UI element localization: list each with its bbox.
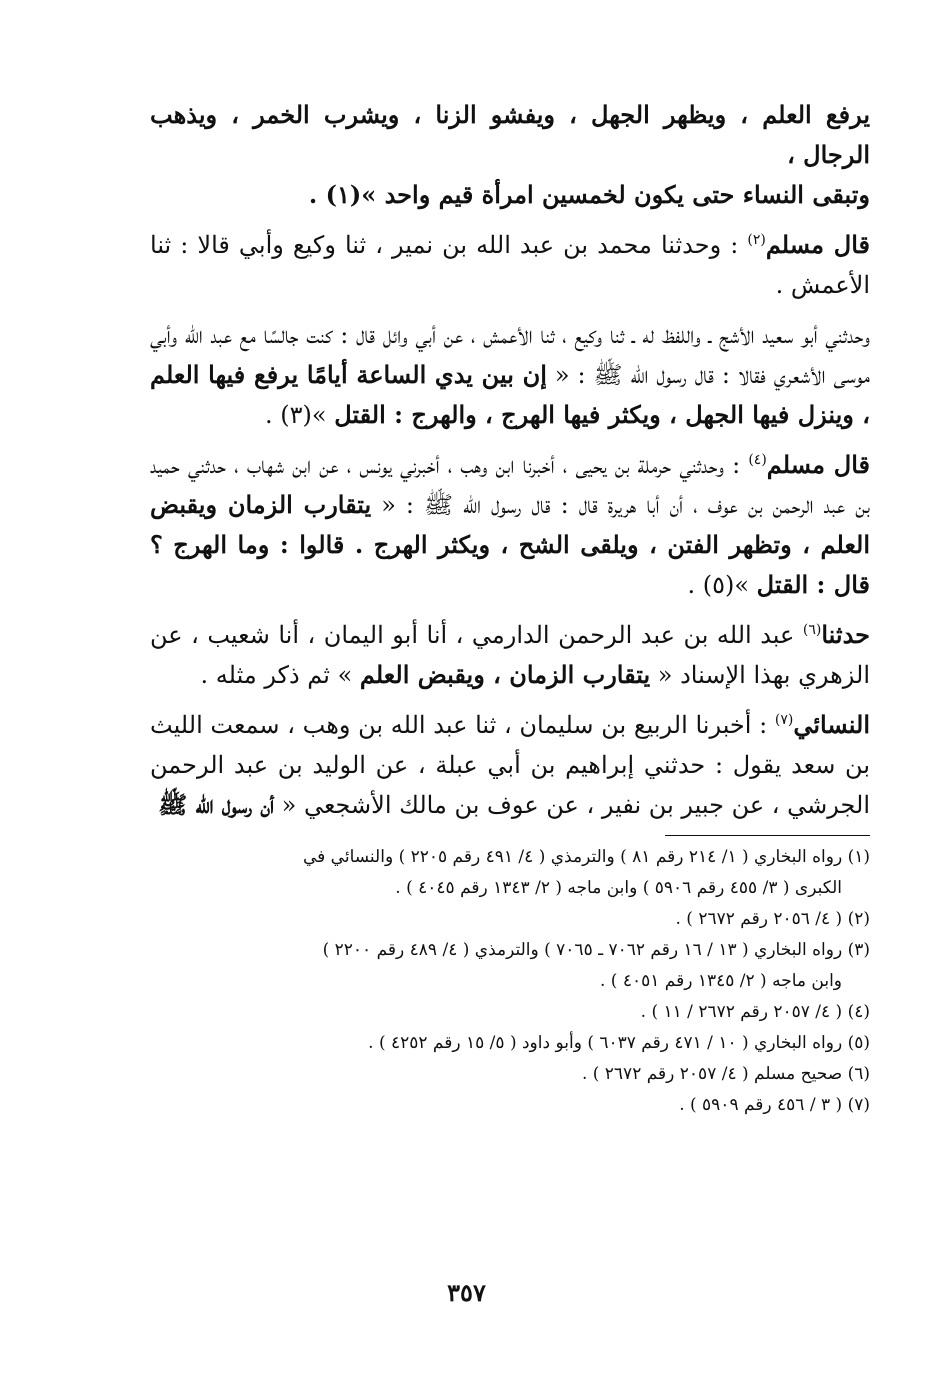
footnote-7: (٧) ( ٣ / ٤٥٦ رقم ٥٩٠٩ ) .	[679, 1095, 870, 1115]
footnote-4: (٤) ( ٤/ ٢٠٥٧ رقم ٢٦٧٢ / ١١ ) .	[640, 1002, 870, 1022]
isnad-text: : وحدثنا محمد بن عبد الله بن نمير ، ثنا وكيع وأبي قالا : ثنا الأعمش .	[150, 231, 870, 299]
isnad-text: : وحدثني حرملة بن يحيى ، أخبرنا ابن وهب ، أخبرني يونس ، عن ابن شهاب ، حدثني حميد بن عبد الرحمن بن عوف ، أن أبا هريرة قال : قال رسول الله ﷺ : «	[150, 451, 870, 519]
paragraph-3	[150, 315, 870, 435]
isnad-text: وحدثني أبو سعيد الأشج ـ واللفظ له ـ ثنا وكيع ، ثنا الأعمش ، عن أبي وائل قال : كنت جالسًا مع عبد الله وأبي موسى الأشعري فقالا : قال رسول الله ﷺ : «	[150, 321, 871, 389]
hadith-text-line-1: يرفع العلم ، ويظهر الجهل ، ويفشو الزنا ، ويشرب الخمر ، ويذهب الرجال ،	[150, 100, 870, 169]
isnad-text: : أخبرنا الربيع بن سليمان ، ثنا عبد الله بن وهب ، سمعت الليث بن سعد يقول : حدثني إبراهيم بن أبي عبلة ، عن الوليد بن عبد الرحمن الجرشي ، عن جبير بن نفير ، عن عوف بن مالك الأشجعي «	[150, 711, 870, 819]
paragraph-6	[150, 705, 870, 825]
footnote-divider	[665, 835, 870, 836]
page-body	[150, 95, 870, 1121]
isnad-text: عبد الله بن عبد الرحمن الدارمي ، أنا أبو اليمان ، أنا شعيب ، عن الزهري بهذا الإسناد «	[150, 621, 870, 689]
hadith-quote: أن رسول الله ﷺ	[158, 790, 275, 819]
footnotes	[150, 842, 870, 1121]
footnote-5: (٥) رواه البخاري ( ١٠ / ٤٧١ رقم ٦٠٣٧ ) وأبو داود ( ٥/ ١٥ رقم ٤٢٥٢ ) .	[368, 1033, 870, 1053]
hadith-quote: إن بين يدي الساعة أيامًا يرفع فيها العلم ، وينزل فيها الجهل ، ويكثر فيها الهرج ، والهرج : القتل	[150, 360, 870, 429]
quote-end: »(٥) .	[687, 571, 757, 599]
paragraph-2	[150, 225, 870, 305]
narrator-lead: النسائي	[793, 710, 870, 739]
footnote-6: (٦) صحيح مسلم ( ٤/ ٢٠٥٧ رقم ٢٦٧٢ ) .	[581, 1064, 870, 1084]
paragraph-4	[150, 445, 870, 605]
footnote-ref: (٦)	[802, 622, 822, 638]
quote-end: » ثم ذكر مثله .	[200, 661, 360, 689]
footnote-ref: (٧)	[774, 712, 794, 728]
footnote-ref: (٢)	[747, 232, 766, 248]
narrator-lead: قال مسلم	[766, 450, 870, 479]
hadith-quote: يتقارب الزمان ويقبض العلم ، وتظهر الفتن ، ويلقى الشح ، ويكثر الهرج . قالوا : وما الهرج ؟ قال : القتل	[150, 490, 870, 599]
footnote-3-continued: وابن ماجه ( ٢/ ١٣٤٥ رقم ٤٠٥١ ) .	[599, 971, 842, 991]
footnote-ref: (٤)	[748, 452, 767, 468]
quote-end: »(٣) .	[265, 401, 335, 429]
paragraph-1	[150, 95, 870, 215]
footnote-1: (١) رواه البخاري ( ١/ ٢١٤ رقم ٨١ ) والترمذي ( ٤/ ٤٩١ رقم ٢٢٠٥ ) والنسائي في	[302, 847, 870, 867]
hadith-text-line-2: وتبقى النساء حتى يكون لخمسين امرأة قيم واحد »(١) .	[308, 180, 870, 209]
paragraph-5	[150, 615, 870, 695]
page-number: ٣٥٧	[447, 1278, 486, 1307]
hadith-quote: يتقارب الزمان ، ويقبض العلم	[359, 660, 651, 689]
narrator-lead: حدثنا	[821, 620, 870, 649]
narrator-lead: قال مسلم	[765, 230, 870, 259]
footnote-3: (٣) رواه البخاري ( ١٣ / ١٦ رقم ٧٠٦٢ ـ ٧٠٦٥ ) والترمذي ( ٤/ ٤٨٩ رقم ٢٢٠٠ )	[322, 940, 870, 960]
footnote-2: (٢) ( ٤/ ٢٠٥٦ رقم ٢٦٧٢ ) .	[675, 909, 870, 929]
footnote-1-continued: الكبرى ( ٣/ ٤٥٥ رقم ٥٩٠٦ ) وابن ماجه ( ٢/ ١٣٤٣ رقم ٤٠٤٥ ) .	[395, 878, 842, 898]
